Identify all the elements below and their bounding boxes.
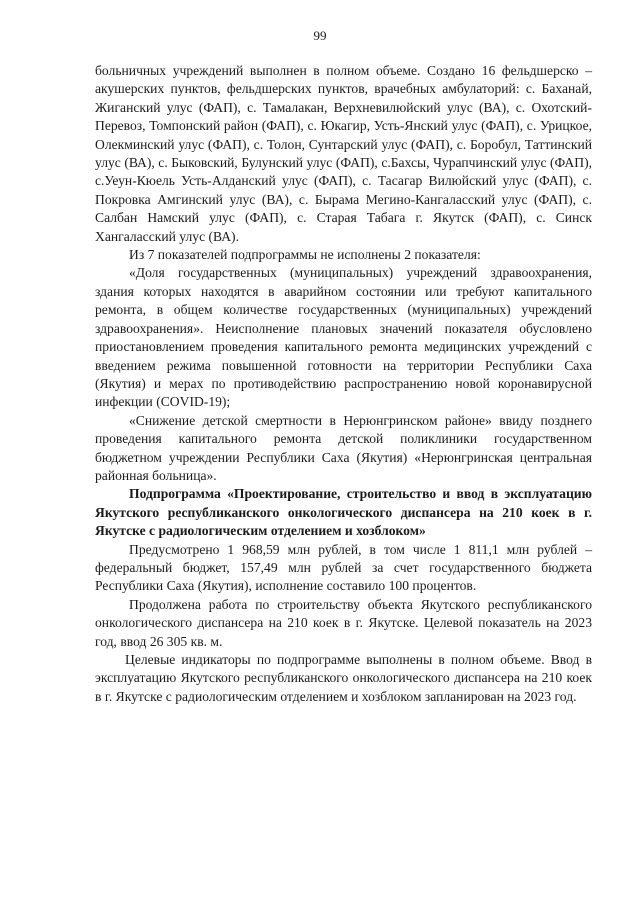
paragraph-facilities-list: больничных учреждений выполнен в полном объеме. Создано 16 фельдшерско – акушерских пунктов, фельдшерских пунктов, врачебных амбулаторий: с. Баханай, Жиганский улус (ФАП), с. Тамалакан, Верхневилюйский улус (ВА), с. Охотский-Перевоз, Томпонский район (ФАП), с. Юкагир, Усть-Янский улус (ФАП), с. Урицкое, Олекминский улус (ФАП), с. Толон, Сунтарский улус (ФАП), с. Боробул, Таттинский улус (ВА), с. Быковский, Булунский улус (ФАП), с.Бахсы, Чурапчинский улус (ФАП), с.Уеун-Кюель Усть-Алданский улус (ФАП), с. Тасагар Вилюйский улус (ФАП), с. Покровка Амгинский улус (ВА), с. Бырама Мегино-Кангаласский улус (ФАП), с. Салбан Намский улус (ФАП), с. Старая Табага г. Якутск (ФАП), с. Синск Хангаласский улус (ВА). bbox=[95, 63, 592, 244]
paragraph-target-indicators: Целевые индикаторы по подпрограмме выполнены в полном объеме. Ввод в эксплуатацию Якутского республиканского онкологического диспансера на 210 коек в г. Якутске с радиологическим отделением и хозблоком запланирован на 2023 год. bbox=[95, 652, 592, 704]
paragraph-indicator-emergency-buildings: «Доля государственных (муниципальных) учреждений здравоохранения, здания которых находятся в аварийном состоянии или требуют капитального ремонта, в общем количестве государственных (муниципальных) учреждений здравоохранения». Неисполнение плановых значений показателя обусловлено приостановлением проведения капитального ремонта медицинских учреждений с введением режима повышенной готовности на территории Республики Саха (Якутия) и мерах по противодействию распространению новой коронавирусной инфекции (COVID-19); bbox=[95, 265, 592, 410]
paragraph-construction-progress: Продолжена работа по строительству объекта Якутского республиканского онкологического диспансера на 210 коек в г. Якутске. Целевой показатель на 2023 год, ввод 26 305 кв. м. bbox=[95, 596, 592, 649]
paragraph-indicator-child-mortality: «Снижение детской смертности в Нерюнгринском районе» ввиду позднего проведения капитального ремонта детской поликлиники государственном бюджетном учреждении Республики Саха (Якутия) «Нерюнгринская центральная районная больница». bbox=[95, 412, 592, 483]
document-body bbox=[95, 62, 592, 706]
subprogram-heading: Подпрограмма «Проектирование, строительство и ввод в эксплуатацию Якутского республиканского онкологического диспансера на 210 коек в г. Якутске с радиологическим отделением и хозблоком» bbox=[95, 486, 592, 539]
page-number: 99 bbox=[313, 28, 327, 43]
paragraph-funding: Предусмотрено 1 968,59 млн рублей, в том числе 1 811,1 млн рублей – федеральный бюджет, 157,49 млн рублей за счет государственного бюджета Республики Саха (Якутия), исполнение составило 100 процентов. bbox=[95, 541, 592, 594]
paragraph-indicators-summary: Из 7 показателей подпрограммы не исполнены 2 показателя: bbox=[129, 247, 481, 263]
